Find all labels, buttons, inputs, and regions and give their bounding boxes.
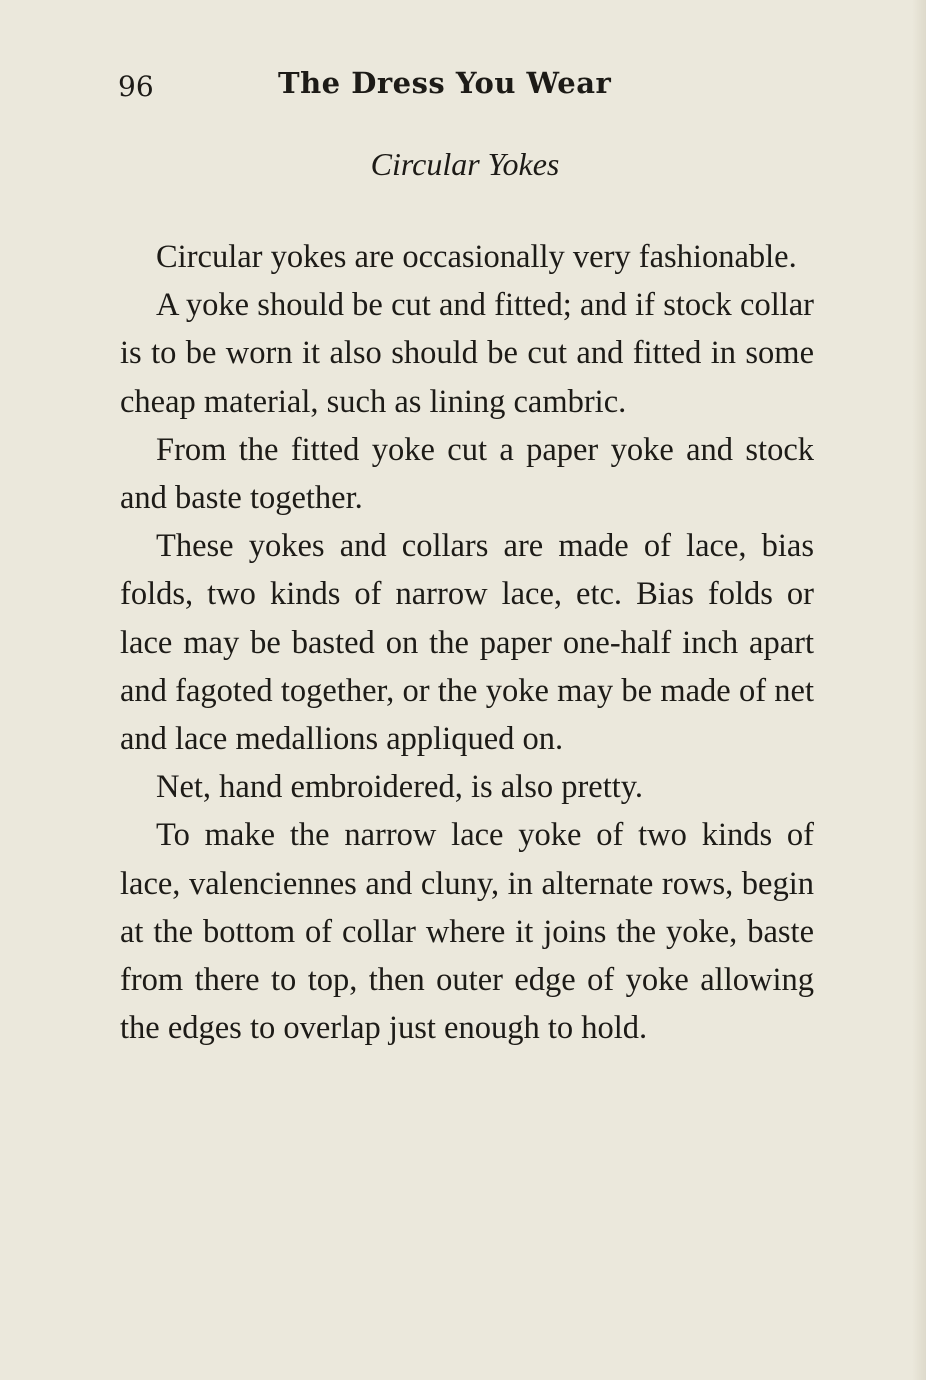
paragraph: A yoke should be cut and fitted; and if stock collar is to be worn it also should be cut and fitted in some cheap material, such as lining cambric. [120,287,814,420]
body-text [120,233,814,1052]
running-header [118,66,818,110]
paragraph: These yokes and collars are made of lace, bias folds, two kinds of narrow lace, etc. Bias folds or lace may be basted on the paper one-half inch apart and fagoted together, or the yoke may be made of net and lace medallions appliqued on. [120,528,814,758]
paragraph: Circular yokes are occasionally very fashionable. [156,239,797,275]
paragraph: From the fitted yoke cut a paper yoke and stock and baste together. [120,431,814,517]
section-title: Circular Yokes [370,146,560,182]
paragraph: Net, hand embroidered, is also pretty. [156,769,644,806]
page-edge-shadow [912,0,926,1380]
paragraph: To make the narrow lace yoke of two kinds of lace, valenciennes and cluny, in alternate rows, begin at the bottom of collar where it joins the yoke, baste from there to top, then outer edge of yoke allowing the edges to overlap just enough to hold. [120,817,814,1047]
page-number: 96 [118,70,154,103]
book-title: The Dress You Wear [278,66,612,100]
